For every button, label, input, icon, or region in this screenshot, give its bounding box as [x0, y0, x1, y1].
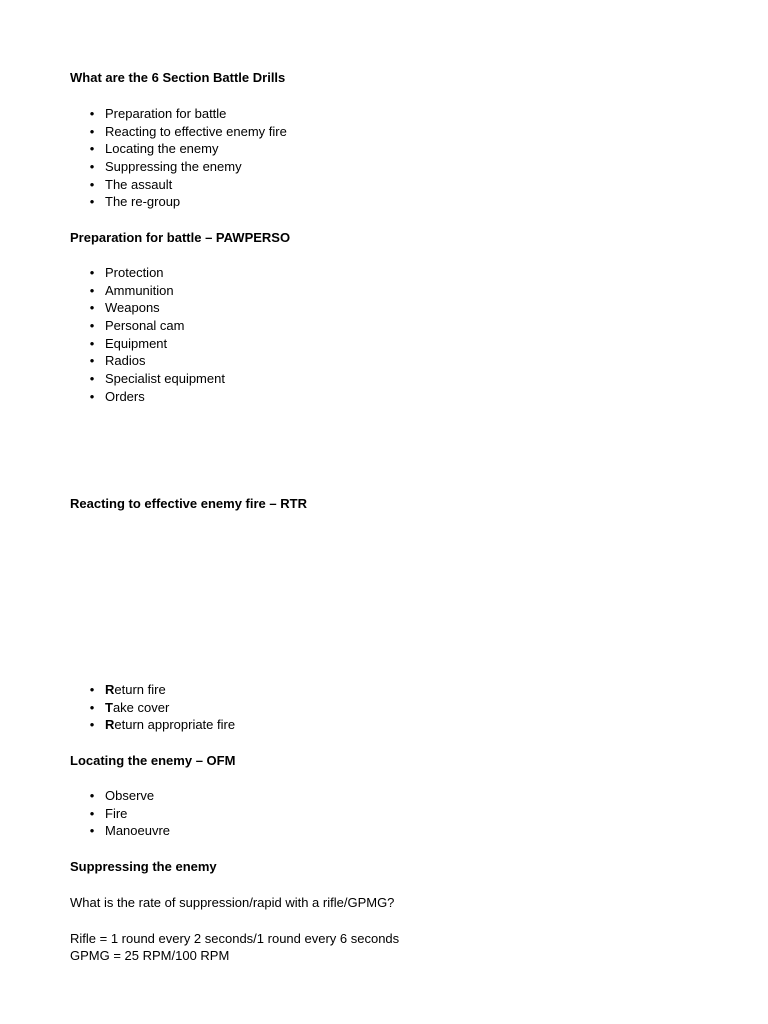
list-item [0, 681, 235, 699]
list-item-text: The re-group [105, 194, 181, 210]
bullet-icon: • [89, 335, 95, 351]
list-item [0, 822, 170, 840]
bullet-icon: • [89, 300, 95, 316]
list-battle-drills [0, 105, 287, 211]
bullet-icon: • [89, 717, 95, 733]
bullet-icon: • [89, 318, 95, 334]
list-item [0, 787, 170, 805]
bullet-icon: • [89, 682, 95, 697]
acronym-letter: R [105, 717, 115, 733]
list-item-text: Suppressing the enemy [105, 159, 242, 175]
heading-reacting-rtr: Reacting to effective enemy fire – RTR [70, 496, 307, 511]
list-item-text: Preparation for battle [105, 106, 227, 121]
list-item [0, 264, 225, 282]
list-item-text: Fire [105, 805, 128, 821]
list-item-text: Protection [105, 265, 164, 280]
list-item [0, 352, 225, 370]
list-ofm [0, 787, 170, 840]
list-item-text: Orders [105, 388, 145, 404]
list-item [0, 388, 225, 406]
acronym-letter: T [105, 699, 113, 715]
list-item-text: Observe [105, 788, 155, 803]
heading-locating-ofm: Locating the enemy – OFM [70, 753, 236, 768]
list-item-text: Manoeuvre [105, 823, 171, 839]
gpmg-rate-text: GPMG = 25 RPM/100 RPM [70, 948, 230, 963]
list-item-text: ake cover [112, 699, 170, 715]
list-item [0, 299, 225, 317]
bullet-icon: • [89, 823, 95, 839]
list-item [0, 123, 287, 141]
bullet-icon: • [89, 699, 95, 715]
list-item [0, 716, 235, 734]
question-text: What is the rate of suppression/rapid with a rifle/GPMG? [70, 895, 395, 910]
bullet-icon: • [89, 194, 95, 210]
list-item-text: Specialist equipment [105, 371, 225, 387]
list-item [0, 370, 225, 388]
bullet-icon: • [89, 123, 95, 139]
list-item-text: eturn fire [114, 682, 166, 697]
list-rtr [0, 681, 235, 734]
heading-battle-drills: What are the 6 Section Battle Drills [70, 70, 286, 85]
list-item [0, 193, 287, 211]
heading-suppressing: Suppressing the enemy [70, 859, 217, 874]
list-pawperso [0, 264, 225, 406]
list-item [0, 699, 235, 717]
rifle-rate-text: Rifle = 1 round every 2 seconds/1 round every 6 seconds [70, 931, 400, 946]
bullet-icon: • [89, 265, 95, 280]
list-item-text: Equipment [105, 335, 168, 351]
list-item-text: Weapons [105, 300, 160, 316]
list-item [0, 317, 225, 335]
list-item-text: eturn appropriate fire [114, 717, 236, 733]
list-item [0, 105, 287, 123]
list-item [0, 805, 170, 823]
bullet-icon: • [89, 805, 95, 821]
acronym-letter: R [105, 682, 115, 697]
list-item-text: The assault [105, 176, 173, 192]
bullet-icon: • [89, 141, 95, 157]
list-item [0, 158, 287, 176]
list-item [0, 140, 287, 158]
bullet-icon: • [89, 106, 95, 121]
bullet-icon: • [89, 159, 95, 175]
bullet-icon: • [89, 388, 95, 404]
list-item-text: Ammunition [105, 282, 174, 298]
list-item-text: Reacting to effective enemy fire [105, 123, 287, 139]
list-item-text: Locating the enemy [105, 141, 219, 157]
list-item [0, 335, 225, 353]
bullet-icon: • [89, 371, 95, 387]
list-item [0, 282, 225, 300]
bullet-icon: • [89, 353, 95, 369]
heading-preparation-pawperso: Preparation for battle – PAWPERSO [70, 230, 291, 245]
bullet-icon: • [89, 788, 95, 803]
list-item [0, 176, 287, 194]
bullet-icon: • [89, 282, 95, 298]
bullet-icon: • [89, 176, 95, 192]
list-item-text: Personal cam [105, 318, 185, 334]
list-item-text: Radios [105, 353, 146, 369]
